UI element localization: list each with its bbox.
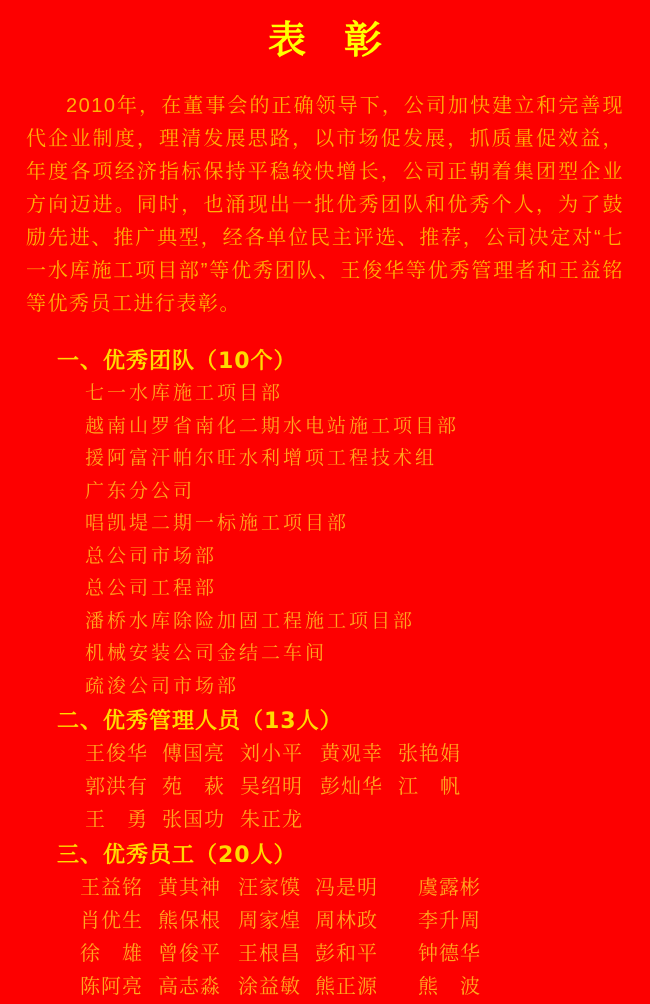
name-row xyxy=(85,771,650,804)
person-name: 徐 雄 xyxy=(80,943,143,965)
person-name: 彭和平 xyxy=(315,943,378,965)
team-list-item: 总公司市场部 xyxy=(85,545,218,567)
name-row xyxy=(80,938,650,971)
person-name: 王俊华 xyxy=(85,743,148,765)
sections-container xyxy=(0,345,650,1004)
person-name: 黄观幸 xyxy=(320,743,383,765)
name-row xyxy=(80,905,650,938)
person-name: 王益铭 xyxy=(80,877,143,899)
section-heading-3: 三、优秀员工（20人） xyxy=(57,843,297,868)
team-list-item: 唱凯堤二期一标施工项目部 xyxy=(85,513,350,534)
person-name: 傅国亮 xyxy=(162,743,225,765)
person-name: 冯是明 xyxy=(315,877,378,899)
person-name: 王根昌 xyxy=(238,943,301,965)
person-name: 李升周 xyxy=(418,910,481,932)
person-name: 肖优生 xyxy=(80,910,143,932)
team-list-item: 机械安装公司金结二车间 xyxy=(85,643,328,664)
person-name: 江 帆 xyxy=(398,776,461,798)
person-name: 张国功 xyxy=(162,809,225,831)
name-row xyxy=(80,872,650,905)
team-list-item: 援阿富汗帕尔旺水利增项工程技术组 xyxy=(85,448,438,469)
person-name: 周林政 xyxy=(315,910,378,932)
person-name: 涂益敏 xyxy=(238,976,301,998)
page-title: 表 彰 xyxy=(267,18,382,62)
team-list-item: 总公司工程部 xyxy=(85,578,218,599)
person-name: 熊正源 xyxy=(315,976,378,998)
person-name: 王 勇 xyxy=(85,809,148,831)
person-name: 钟德华 xyxy=(418,943,481,965)
section-heading-1: 一、优秀团队（10个） xyxy=(57,349,297,374)
name-row xyxy=(85,738,650,771)
person-name: 高志淼 xyxy=(158,976,221,998)
person-name: 熊 波 xyxy=(418,976,481,998)
intro-paragraph: 2010年，在董事会的正确领导下，公司加快建立和完善现代企业制度，理清发展思路，以市场促发展，抓质量促效益，年度各项经济指标保持平稳较快增长，公司正朝着集团型企业方向迈进。同时，也涌现出一批优秀团队和优秀个人，为了鼓励先进、推广典型，经各单位民主评选、推荐，公司决定对“七一水库施工项目部”等优秀团队、王俊华等优秀管理者和王益铭等优秀员工进行表彰。 xyxy=(26,95,624,315)
person-name: 郭洪有 xyxy=(85,776,148,798)
person-name: 彭灿华 xyxy=(320,776,383,798)
team-list-item: 七一水库施工项目部 xyxy=(85,383,284,404)
team-list-item: 潘桥水库除险加固工程施工项目部 xyxy=(85,610,416,632)
person-name: 虞露彬 xyxy=(418,877,481,899)
name-row xyxy=(85,804,650,837)
person-name: 苑 萩 xyxy=(162,776,225,798)
person-name: 周家煌 xyxy=(238,910,301,932)
person-name: 朱正龙 xyxy=(240,809,303,831)
person-name: 吴绍明 xyxy=(240,776,303,798)
name-row xyxy=(80,971,650,1004)
person-name: 曾俊平 xyxy=(158,943,221,965)
team-list-item: 广东分公司 xyxy=(85,480,196,502)
team-list-item: 越南山罗省南化二期水电站施工项目部 xyxy=(85,415,460,437)
person-name: 熊保根 xyxy=(158,910,221,932)
person-name: 刘小平 xyxy=(240,743,303,765)
person-name: 汪家馍 xyxy=(238,877,301,899)
person-name: 黄其神 xyxy=(158,877,221,899)
person-name: 陈阿亮 xyxy=(80,976,143,998)
person-name: 张艳娟 xyxy=(398,743,461,765)
section-heading-2: 二、优秀管理人员（13人） xyxy=(57,709,343,734)
team-list-item: 疏浚公司市场部 xyxy=(85,675,240,697)
